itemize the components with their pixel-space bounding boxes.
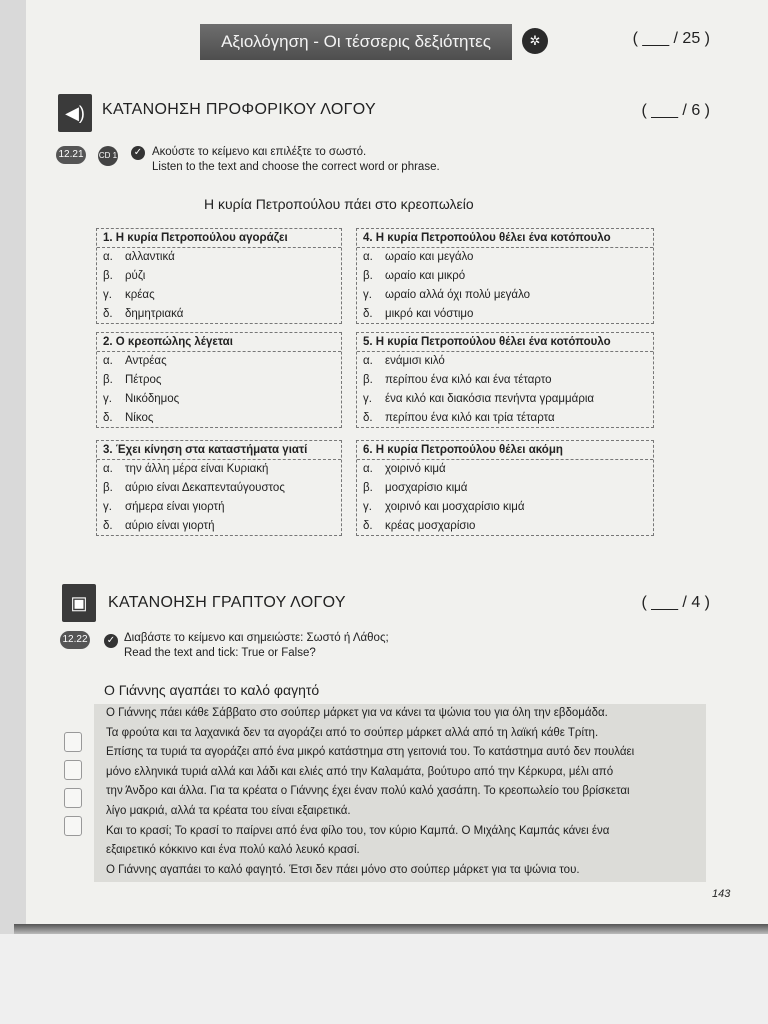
instruction-english: Read the text and tick: True or False? xyxy=(124,647,316,659)
total-score: ( ___ / 25 ) xyxy=(632,30,710,47)
text-line: εξαιρετικό κόκκινο και ένα πολύ καλό λευκό κρασί. xyxy=(106,844,360,857)
text-line: Τα φρούτα και τα λαχανικά δεν τα αγοράζει από το σούπερ μάρκετ αλλά από τη λαϊκή κάθε Τρίτη. xyxy=(106,726,599,739)
question-heading: 4. Η κυρία Πετροπούλου θέλει ένα κοτόπουλο xyxy=(357,229,653,248)
page-edge xyxy=(14,924,768,934)
answer-option: β. ωραίο και μικρό xyxy=(363,270,466,282)
listening-title: ΚΑΤΑΝΟΗΣΗ ΠΡΟΦΟΡΙΚΟΥ ΛΟΓΟΥ xyxy=(102,101,376,118)
instruction-english: Listen to the text and choose the correct word or phrase. xyxy=(152,161,440,173)
answer-option: α. αλλαντικά xyxy=(103,251,175,263)
reading-text-box xyxy=(94,704,706,882)
answer-option: γ. κρέας xyxy=(103,289,155,301)
answer-checkbox[interactable] xyxy=(64,732,82,752)
background-below-page xyxy=(0,934,768,1024)
page-number: 143 xyxy=(712,888,731,900)
answer-option: γ. ένα κιλό και διακόσια πενήντα γραμμάρια xyxy=(363,393,595,405)
answer-option: α. Αντρέας xyxy=(103,355,167,367)
answer-option: δ. μικρό και νόστιμο xyxy=(363,308,474,320)
listening-instructions xyxy=(152,146,440,173)
reading-instructions xyxy=(124,632,389,659)
listening-score: ( ___ / 6 ) xyxy=(641,102,710,119)
answer-option: δ. αύριο είναι γιορτή xyxy=(103,520,215,532)
answer-option: γ. σήμερα είναι γιορτή xyxy=(103,501,225,513)
reading-story-title: Ο Γιάννης αγαπάει το καλό φαγητό xyxy=(104,682,320,698)
answer-option: δ. κρέας μοσχαρίσιο xyxy=(363,520,476,532)
question-box-2 xyxy=(96,332,342,428)
answer-option: α. χοιρινό κιμά xyxy=(363,463,446,475)
answer-option: β. αύριο είναι Δεκαπενταύγουστος xyxy=(103,482,285,494)
instruction-greek: Ακούστε το κείμενο και επιλέξτε το σωστό. xyxy=(152,146,367,158)
check-icon: ✓ xyxy=(104,634,118,648)
answer-option: γ. Νικόδημος xyxy=(103,393,180,405)
question-heading: 5. Η κυρία Πετροπούλου θέλει ένα κοτόπουλο xyxy=(357,333,653,352)
text-line: Ο Γιάννης πάει κάθε Σάββατο στο σούπερ μάρκετ για να κάνει τα ψώνια του για όλη την εβδομάδα. xyxy=(106,707,608,719)
question-heading: 3. Έχει κίνηση στα καταστήματα γιατί xyxy=(97,441,341,460)
answer-option: α. ενάμισι κιλό xyxy=(363,355,445,367)
text-line: Ο Γιάννης αγαπάει το καλό φαγητό. Έτσι δεν πάει μόνο στο σούπερ μάρκετ για τα ψώνια του. xyxy=(106,863,580,876)
text-line: Και το κρασί; Το κρασί το παίρνει από ένα φίλο του, τον κύριο Καμπά. Ο Μιχάλης Καμπάς κάνει ένα xyxy=(106,824,610,837)
check-icon: ✓ xyxy=(131,146,145,160)
answer-option: γ. ωραίο αλλά όχι πολύ μεγάλο xyxy=(363,289,531,301)
answer-option: δ. περίπου ένα κιλό και τρία τέταρτα xyxy=(363,412,555,424)
answer-option: δ. δημητριακά xyxy=(103,308,184,320)
question-box-1 xyxy=(96,228,342,324)
question-heading: 1. Η κυρία Πετροπούλου αγοράζει xyxy=(97,229,341,248)
star-badge-icon: ✲ xyxy=(522,28,548,54)
answer-option: β. περίπου ένα κιλό και ένα τέταρτο xyxy=(363,374,552,386)
track-number: 12.22 xyxy=(60,631,90,649)
question-box-5 xyxy=(356,332,654,428)
text-line: μόνο ελληνικά τυριά αλλά και λάδι και ελιές από την Καλαμάτα, βούτυρο από την Κέρκυρα, μέλι από xyxy=(106,765,614,778)
answer-option: β. Πέτρος xyxy=(103,374,162,386)
answer-checkbox[interactable] xyxy=(64,816,82,836)
answer-option: δ. Νίκος xyxy=(103,412,154,424)
answer-option: β. μοσχαρίσιο κιμά xyxy=(363,482,468,494)
cd-icon: CD 1 xyxy=(98,146,118,166)
answer-checkbox[interactable] xyxy=(64,788,82,808)
text-line: Επίσης τα τυριά τα αγοράζει από ένα μικρό κατάστημα στη γειτονιά του. Το κατάστημα αυτό δεν πουλάει xyxy=(106,746,635,759)
reading-score: ( ___ / 4 ) xyxy=(641,594,710,611)
book-icon: ▣ xyxy=(62,584,96,622)
listening-story-title: Η κυρία Πετροπούλου πάει στο κρεοπωλείο xyxy=(204,196,474,212)
question-box-6 xyxy=(356,440,654,536)
answer-option: α. ωραίο και μεγάλο xyxy=(363,251,474,263)
assessment-banner: Αξιολόγηση - Οι τέσσερις δεξιότητες xyxy=(200,24,512,60)
question-heading: 6. Η κυρία Πετροπούλου θέλει ακόμη xyxy=(357,441,653,460)
track-number: 12.21 xyxy=(56,146,86,164)
answer-option: α. την άλλη μέρα είναι Κυριακή xyxy=(103,463,269,475)
question-box-4 xyxy=(356,228,654,324)
question-heading: 2. Ο κρεοπώλης λέγεται xyxy=(97,333,341,352)
reading-title: ΚΑΤΑΝΟΗΣΗ ΓΡΑΠΤΟΥ ΛΟΓΟΥ xyxy=(108,594,346,611)
text-line: λίγο μακριά, αλλά τα κρέατα του είναι εξαιρετικά. xyxy=(106,804,351,817)
answer-checkbox[interactable] xyxy=(64,760,82,780)
speaker-icon: ◀) xyxy=(58,94,92,132)
answer-option: γ. χοιρινό και μοσχαρίσιο κιμά xyxy=(363,501,525,513)
answer-option: β. ρύζι xyxy=(103,270,146,282)
instruction-greek: Διαβάστε το κείμενο και σημειώστε: Σωστό ή Λάθος; xyxy=(124,632,389,644)
question-box-3 xyxy=(96,440,342,536)
text-line: την Άνδρο και άλλα. Για τα κρέατα ο Γιάννης έχει έναν πολύ καλό χασάπη. Το κρεοπωλείο του βρίσκεται xyxy=(106,785,630,798)
